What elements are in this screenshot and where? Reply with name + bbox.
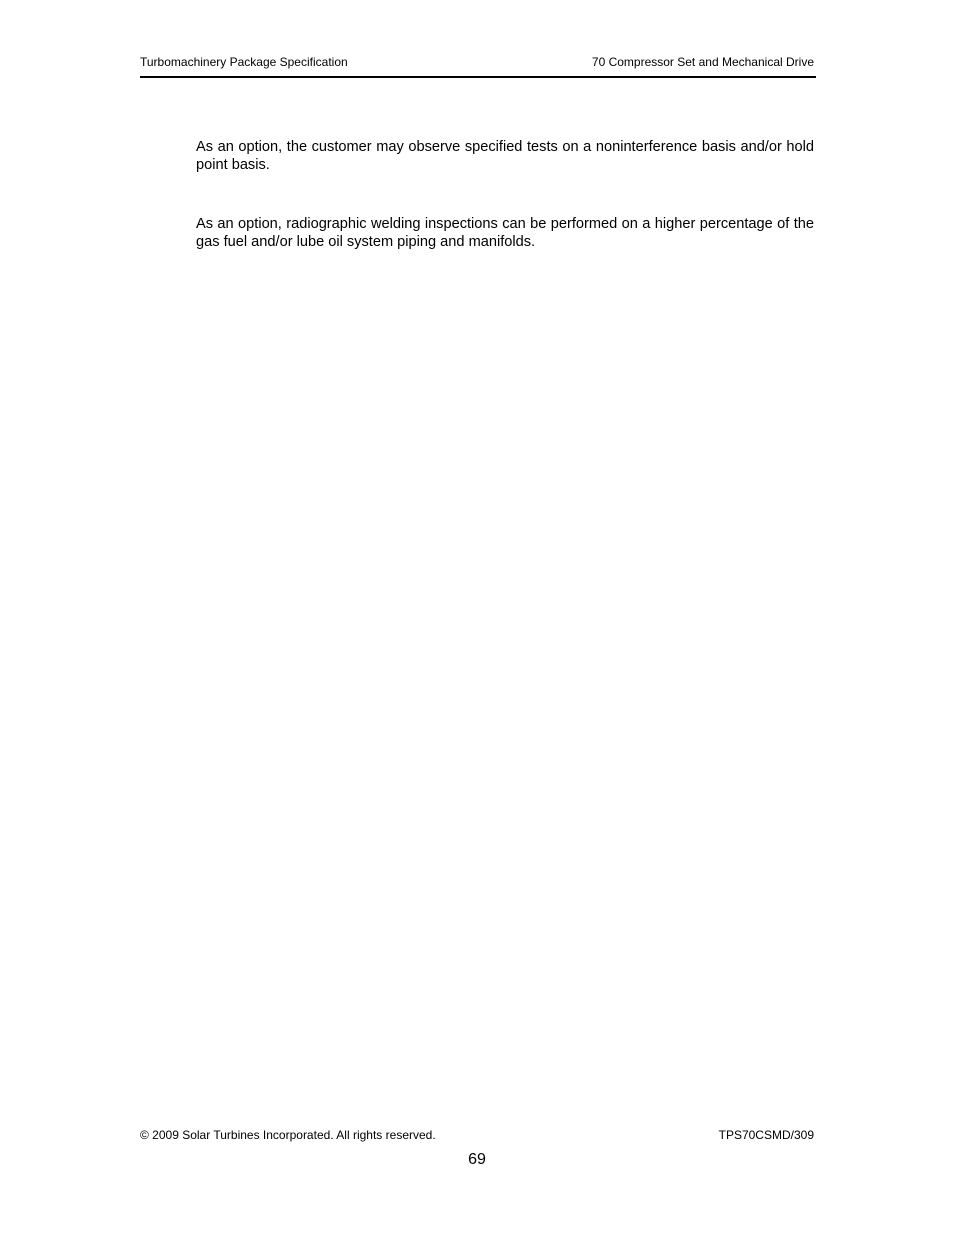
header-document-title: Turbomachinery Package Specification [140, 55, 348, 69]
footer-document-code: TPS70CSMD/309 [718, 1128, 814, 1142]
paragraph-radiographic-inspection: As an option, radiographic welding inspections can be performed on a higher percentage of the gas fuel and/or lube oil system piping and manifolds. [196, 216, 814, 250]
header-section-title: 70 Compressor Set and Mechanical Drive [591, 55, 814, 69]
page-number: 69 [468, 1151, 486, 1168]
paragraph-test-observation: As an option, the customer may observe specified tests on a noninterference basis and/or hold point basis. [196, 139, 814, 173]
page-header [140, 55, 816, 78]
footer-copyright: © 2009 Solar Turbines Incorporated. All rights reserved. [140, 1128, 436, 1142]
